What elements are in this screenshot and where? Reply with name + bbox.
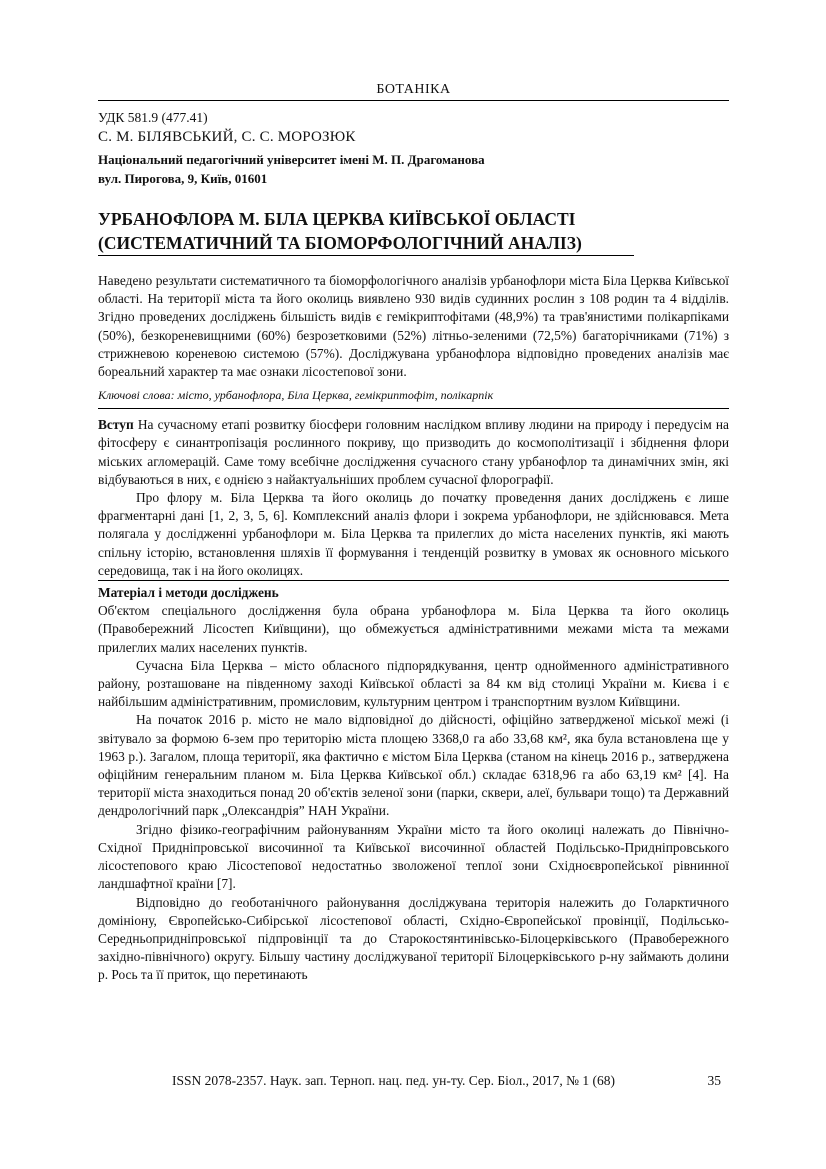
- article-title: [98, 207, 729, 256]
- journal-citation: ISSN 2078-2357. Наук. зап. Терноп. нац. пед. ун-ту. Сер. Біол., 2017, № 1 (68): [172, 1073, 615, 1088]
- section-header: БОТАНІКА: [98, 82, 729, 101]
- abstract: Наведено результати систематичного та біоморфологічного аналізів урбанофлори міста Біла Церква Київської області. На території міста та його околиць виявлено 930 видів судинних рослин з 108 родин та 4 відділів. Згідно проведених досліджень більшість видів є гемікриптофітами (48,9%) та трав'янистими полікарпіками (50%), безкореневищними (60%) безрозетковими (52%) літньо-зеленими (72,5%) багаторічниками (71%) з стрижневою кореневою системою (57%). Досліджувана урбанофлора відповідно проведених аналізів має бореальний характер та має ознаки лісостепової зони.: [98, 273, 729, 380]
- methods-paragraph-4: Згідно фізико-географічним районуванням України місто та його околиці належать до Північно-Східної Придніпровської височинної та Київської височинної областей Подільсько-Придніпровського лісостепового краю Лісостепової недостатньо зволоженої теплої зони Східноєвропейської рівнинної ландшафтної країни [7].: [98, 821, 729, 892]
- affiliation-institution: Національний педагогічний університет імені М. П. Драгоманова: [98, 152, 485, 167]
- authors: С. М. БІЛЯВСЬКИЙ, С. С. МОРОЗЮК: [98, 129, 356, 145]
- methods-paragraph-2: Сучасна Біла Церква – місто обласного підпорядкування, центр однойменного адміністративного району, розташоване на південному заході Київської області за 84 км від столиці України м. Києва і є найбільшим адміністративним, промисловим, культурним центром і транспортним вузлом Київщини.: [98, 657, 729, 710]
- intro-text-1: На сучасному етапі розвитку біосфери головним наслідком впливу людини на природу і передусім на фітосферу є синантропізація рослинного покриву, що призводить до космополітизації і збіднення флори міських агломерацій. Саме тому всебічне дослідження сучасного стану урбанофлор та динамічних змін, які відбуваються в них, є однією з найактуальніших проблем сучасної флорографії.: [98, 417, 729, 487]
- page-number: 35: [707, 1073, 721, 1088]
- intro-label: Вступ: [98, 417, 134, 433]
- methods-paragraph-3: На початок 2016 р. місто не мало відповідної до дійсності, офіційно затвердженої міської межі (і звітувало за формою 6-зем про територію міста площею 3368,0 га або 33,68 км², яка була встановлена ще у 1963 р.). Загалом, площа території, яка фактично є містом Біла Церква (станом на кінець 2016 р., затверджена офіційним генеральним планом м. Біла Церква Київської обл.) складає 6318,96 га або 63,19 км² [4]. На території міста знаходиться понад 20 об'єктів зеленої зони (парки, сквери, алеї, бульвари тощо) та Державний дендрологічний парк „Олександрія” НАН України.: [98, 712, 729, 819]
- article-page: [98, 0, 729, 985]
- title-line-2: (СИСТЕМАТИЧНИЙ ТА БІОМОРФОЛОГІЧНИЙ АНАЛІЗ): [98, 231, 634, 256]
- affiliation-address: вул. Пирогова, 9, Київ, 01601: [98, 171, 268, 186]
- methods-paragraph-1: Об'єктом спеціального дослідження була обрана урбанофлора м. Біла Церква та його околиць (Правобережний Лісостеп Київщини), що обмежується адміністративними межами міста та межами прилеглих малих населених пунктів.: [98, 603, 729, 655]
- keywords: Ключові слова: місто, урбанофлора, Біла Церква, гемікриптофіт, полікарпік: [98, 388, 729, 409]
- methods-heading: Матеріал і методи досліджень: [98, 585, 279, 601]
- udk-code: УДК 581.9 (477.41): [98, 110, 208, 125]
- affiliation: [98, 150, 729, 188]
- title-line-1: УРБАНОФЛОРА М. БІЛА ЦЕРКВА КИЇВСЬКОЇ ОБЛАСТІ: [98, 209, 576, 229]
- methods-paragraph-5: Відповідно до геоботанічного районування досліджувана територія належить до Голарктичного домініону, Європейсько-Сибірської лісостепової області, Східно-Європейської провінції, Подільсько-Середньопридніпровської підпровінції та до Старокостянтинівсько-Білоцерківського (Правобережного західно-північного) округу. Більшу частину досліджуваної території Білоцерківського р-ну займають долини р. Рось та її приток, що перетинають: [98, 894, 729, 983]
- intro-paragraph-2: Про флору м. Біла Церква та його околиць до початку проведення даних досліджень є лише фрагментарні дані [1, 2, 3, 5, 6]. Комплексний аналіз флори і зокрема урбанофлори, не здійснювався. Мета полягала у дослідженні урбанофлори м. Біла Церква та прилеглих до міста населених пунктів, які мають спільну історію, встановлення шляхів її формування і тенденцій розвитку в умовах як основного міського середовища, так і на його околицях.: [98, 489, 729, 581]
- intro-paragraph-1: [98, 416, 729, 489]
